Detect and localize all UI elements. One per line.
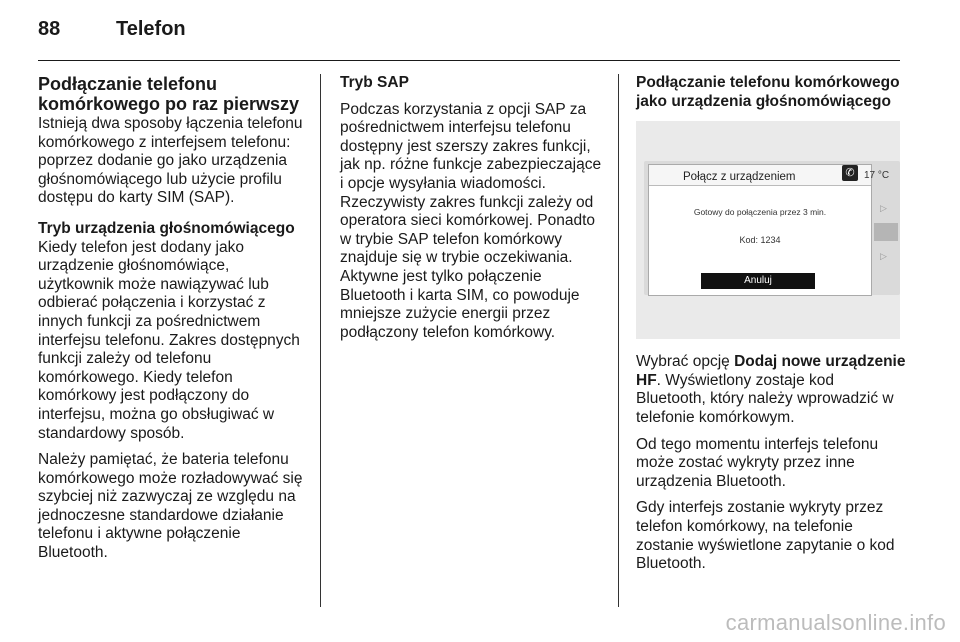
select-option-text: Wybrać opcję xyxy=(636,353,735,371)
dialog-message: Gotowy do połączenia przez 3 min. xyxy=(693,207,827,218)
column-divider-1 xyxy=(320,74,321,607)
column-divider-2 xyxy=(618,74,619,607)
chevron-right-icon: ▷ xyxy=(880,203,887,214)
page-header xyxy=(38,18,186,48)
column-2 xyxy=(340,74,605,350)
connect-device-dialog xyxy=(648,164,872,296)
hf-mode-paragraph: Kiedy telefon jest dodany jako urządzenie głośnomówiące, użytkownik może nawiązywać lub odbierać połączenia i korzystać z innych funkcji za pośrednictwem interfejsu telefonu. Zakres dostępnych funkcji zależy od telefonu komórkowego. Kiedy telefon komórkowy jest podłączony do interfejsu, można go obsługiwać w standardowy sposób. xyxy=(38,238,300,442)
discoverable-paragraph: Od tego momentu interfejs telefonu może zostać wykryty przez inne urządzenia Bluetooth. xyxy=(636,435,879,490)
column-3 xyxy=(636,74,906,582)
header-divider xyxy=(38,60,900,61)
select-option-text-after: . Wyświetlony zostaje kod Bluetooth, który należy wprowadzić w telefonie komórkowym. xyxy=(636,371,894,426)
battery-paragraph: Należy pamiętać, że bateria telefonu komórkowego może rozładowywać się szybciej niż zazwyczaj ze względu na jednoczesne standardowe działanie telefonu i aktywne połączenie Bluetooth. xyxy=(38,451,303,562)
code-request-paragraph: Gdy interfejs zostanie wykryty przez telefon komórkowy, na telefonie zostanie wyświetlone zapytanie o kod Bluetooth. xyxy=(636,499,895,573)
add-hf-device-option: Dodaj nowe urządzenie HF xyxy=(636,353,906,389)
intro-paragraph: Istnieją dwa sposoby łączenia telefonu komórkowego z interfejsem telefonu: poprzez dodanie go jako urządzenia głośnomówiącego lub użycie profilu dostępu do karty SIM (SAP). xyxy=(38,115,303,207)
dialog-title: Połącz z urządzeniem xyxy=(683,171,796,184)
chevron-right-icon: ▷ xyxy=(880,251,887,262)
sap-mode-paragraph: Podczas korzystania z opcji SAP za pośrednictwem interfejsu telefonu dostępny jest szerszy zakres funkcji, jak np. różne funkcje zabezpieczające i opcje wysyłania wiadomości. Rzeczywisty zakres funkcji zależy od operatora sieci komórkowej. Ponadto w trybie SAP telefon komórkowy znajduje się w trybie oczekiwania. Aktywne jest tylko połączenie Bluetooth i karta SIM, co powoduje mniejsze zużycie energii przez podłączony telefon komórkowy. xyxy=(340,100,602,341)
infotainment-screen-figure xyxy=(636,121,900,339)
phone-icon: ✆ xyxy=(842,165,858,181)
sap-mode-subheading: Tryb SAP xyxy=(340,74,409,91)
column-1 xyxy=(38,74,306,571)
select-option-paragraph xyxy=(636,353,906,427)
page-title: Telefon xyxy=(116,18,186,40)
side-menu-highlight xyxy=(874,223,898,241)
connect-hf-subheading: Podłączanie telefonu komórkowego jako urządzenia głośnomówiącego xyxy=(636,74,900,110)
cancel-button[interactable]: Anuluj xyxy=(701,273,815,289)
temperature-readout: 17 °C xyxy=(864,170,890,182)
section-heading: Podłączanie telefonu komórkowego po raz pierwszy xyxy=(38,74,300,114)
bluetooth-code: Kod: 1234 xyxy=(739,235,781,246)
dialog-title-bar xyxy=(649,165,871,186)
watermark: carmanualsonline.info xyxy=(725,610,946,635)
page-number: 88 xyxy=(38,18,61,40)
hf-mode-subheading: Tryb urządzenia głośnomówiącego xyxy=(38,219,295,237)
